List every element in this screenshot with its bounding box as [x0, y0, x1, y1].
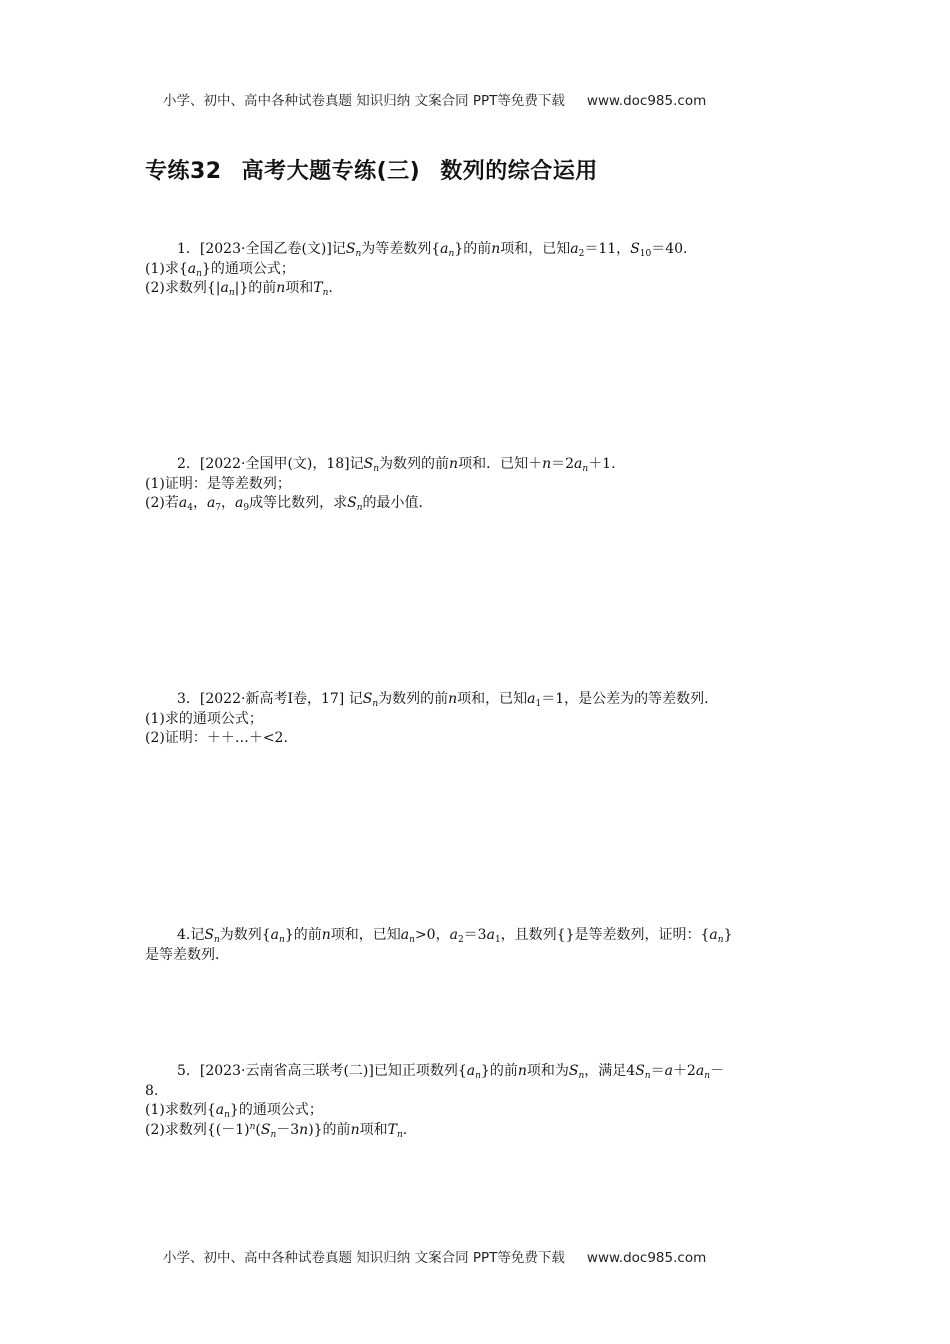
header-text: 小学、初中、高中各种试卷真题 知识归纳 文案合同 PPT等免费下载: [163, 93, 565, 109]
problem-2-stem: 2．[2022·全国甲(文)，18]记$S_n$为数列的前n项和．已知$+n=2a_n+1$.: [177, 456, 616, 474]
problem-1-stem: 1．[2023·全国乙卷(文)]记$S_n$为等差数列$\{a_n\}$的前n项和，已知$a_2=11$，$S_{10}=40$.: [177, 241, 688, 259]
problem-3: [145, 690, 810, 749]
title-left: 专练32: [145, 159, 222, 184]
problem-5-stem: 5．[2023·云南省高三联考(二)]已知正项数列$\{a_n\}$的前n项和为$S_n$，满足$4S_n=a+2a_n-$: [177, 1063, 725, 1081]
footer-site[interactable]: www.doc985.com: [586, 1250, 707, 1266]
problem-3-q2: (2)证明：＋＋…＋<2.: [145, 730, 288, 746]
page-title: [145, 154, 598, 185]
problem-4-stem-cont: 是等差数列．: [145, 946, 229, 963]
problem-2-q1: (1)证明：是等差数列；: [145, 475, 291, 492]
problem-2: [145, 455, 810, 514]
problem-2-q2: (2)若$a_4$，$a_7$，$a_9$成等比数列，求$S_n$的最小值．: [145, 495, 433, 513]
problem-4: [145, 926, 810, 965]
problem-5-q1: (1)求数列$\{a_n\}$的通项公式；: [145, 1102, 323, 1120]
problem-5-q2: (2)求数列$\{(-1)^n(S_n-3n)\}$的前n项和$T_n$.: [145, 1121, 408, 1140]
page-header: [163, 89, 706, 109]
problem-1: [145, 240, 810, 299]
problem-3-stem: 3．[2022·新高考Ⅰ卷，17] 记$S_n$为数列的前n项和，已知$a_1=1$，是公差为的等差数列．: [177, 691, 719, 709]
page-footer: [163, 1246, 706, 1266]
problem-5-stem-cont: 8.: [145, 1082, 159, 1099]
title-topic: 数列的综合运用: [440, 159, 598, 184]
problem-5: [145, 1062, 810, 1140]
title-right: 高考大题专练(三): [241, 159, 421, 184]
problem-1-q2: (2)求数列$\{|a_n|\}$的前n项和$T_n$.: [145, 280, 333, 298]
footer-text: 小学、初中、高中各种试卷真题 知识归纳 文案合同 PPT等免费下载: [163, 1250, 565, 1266]
problem-1-q1: (1)求$\{a_n\}$的通项公式；: [145, 260, 295, 279]
problem-4-stem: 4.记$S_n$为数列$\{a_n\}$的前n项和，已知$a_n>0$，$a_2=3a_1$，且数列{}是等差数列，证明：$\{a_n\}$: [177, 927, 733, 945]
header-site[interactable]: www.doc985.com: [586, 93, 707, 109]
problem-3-q1: (1)求的通项公式；: [145, 710, 263, 727]
